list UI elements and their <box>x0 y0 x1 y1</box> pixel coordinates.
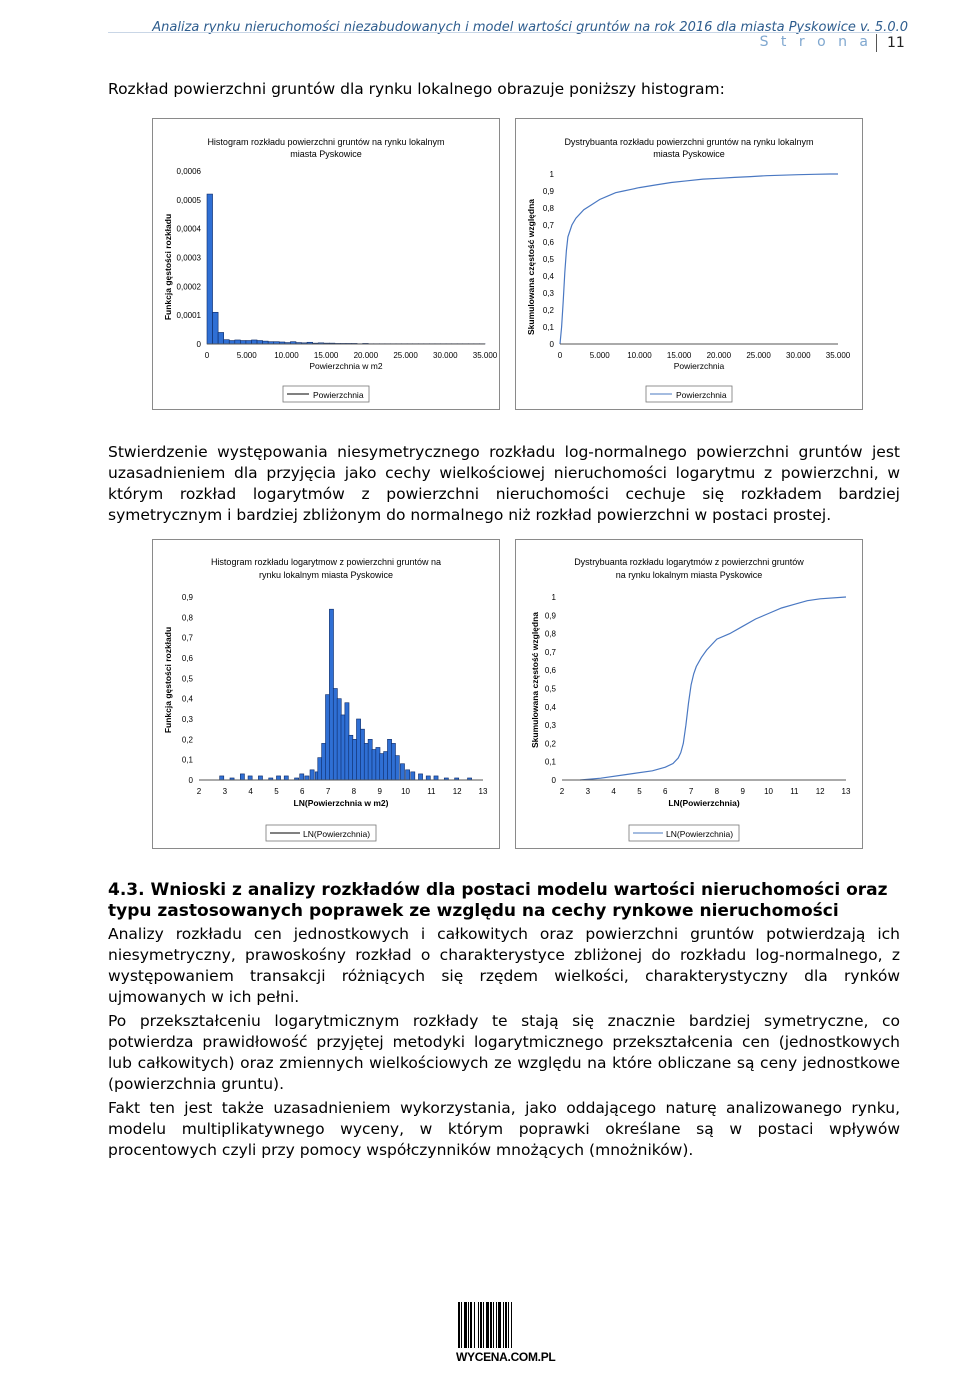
histogram-bar <box>333 689 337 781</box>
histogram-bar <box>229 341 235 344</box>
y-tick-label: 0,9 <box>544 611 556 621</box>
x-axis-label: Powierzchnia <box>673 361 725 371</box>
chart-title-line1: Histogram rozkładu powierzchni gruntów na rynku lokalnym <box>207 137 445 147</box>
histogram-bar <box>220 776 224 780</box>
histogram-bar <box>400 764 404 780</box>
y-ticks <box>545 593 557 785</box>
x-tick-label: 20.000 <box>706 351 732 360</box>
histogram-bar <box>376 747 380 780</box>
chart-title-line1: Dystrybuanta rozkładu logarytmów z powierzchni gruntów <box>574 557 804 567</box>
x-tick-label: 10.000 <box>627 351 652 360</box>
y-tick-label: 0,7 <box>544 647 556 657</box>
chart-title-line1: Dystrybuanta rozkładu powierzchni gruntów na rynku lokalnym <box>564 137 814 147</box>
y-ticks <box>177 167 202 349</box>
histogram-bar <box>349 735 353 780</box>
paragraph-4: Fakt ten jest także uzasadnieniem wykorzystania, jako oddającego naturę analizowanego rynku, modelu multiplikatywnego wyceny, w którym poprawki określane są w postaci wpływów procentowych czyli przy pomocy współczynników mnożących (mnożników). <box>108 1099 900 1159</box>
chart-title-line2: miasta Pyskowice <box>653 149 725 159</box>
x-tick-label: 3 <box>585 787 591 796</box>
y-tick-label: 0,5 <box>544 684 556 694</box>
x-ticks <box>558 351 851 360</box>
y-tick-label: 0,0006 <box>176 167 201 176</box>
histogram-bar <box>276 776 280 780</box>
y-tick-label: 0,3 <box>544 721 556 731</box>
histogram-bar <box>406 770 410 780</box>
barcode-bar <box>493 1302 494 1348</box>
barcode-bar <box>478 1302 479 1348</box>
x-tick-label: 10 <box>401 787 410 796</box>
chart-title-line1: Histogram rozkładu logarytmow z powierzchni gruntów na <box>210 557 442 567</box>
y-tick-label: 0,4 <box>542 272 554 281</box>
y-tick-label: 0,0003 <box>176 253 201 263</box>
histogram-bar <box>345 703 349 780</box>
y-tick-label: 0,8 <box>181 613 193 623</box>
y-tick-label: 0,6 <box>542 238 554 247</box>
y-tick-label: 0 <box>551 776 556 785</box>
y-tick-label: 0,5 <box>181 674 193 684</box>
x-tick-label: 7 <box>688 787 694 796</box>
x-tick-label: 5 <box>274 787 279 796</box>
histogram-bar <box>218 332 224 344</box>
histogram-bar <box>322 743 326 780</box>
x-tick-label: 4 <box>611 787 616 796</box>
x-tick-label: 11 <box>427 787 436 796</box>
histogram-bar <box>418 774 422 780</box>
chart-hist-area <box>152 118 500 410</box>
histogram-bar <box>411 772 415 780</box>
y-tick-label: 0,8 <box>542 204 554 213</box>
histogram-bar <box>207 194 213 344</box>
barcode-bar <box>464 1302 467 1348</box>
legend-label: Powierzchnia <box>313 390 364 400</box>
y-tick-label: 0,1 <box>542 323 554 332</box>
histogram-bar <box>337 699 341 780</box>
bars <box>220 609 472 780</box>
paragraph-2: Analizy rozkładu cen jednostkowych i całkowitych oraz powierzchni gruntów potwierdzają ich niesymetryczny, prawoskośny rozkład o charakterystyce zbliżonej do rozkładu log-normalnego, z występowaniem transakcji różniących się rzędem wielkości, charakterystyczny dla rynków ujmowanych w ich pełni. <box>108 925 900 1006</box>
cdf-line <box>580 597 846 780</box>
y-tick-label: 1 <box>549 170 554 179</box>
barcode-bar <box>468 1302 469 1348</box>
y-tick-label: 0,0004 <box>176 224 201 234</box>
x-tick-label: 12 <box>452 787 462 796</box>
histogram-bar <box>300 774 304 780</box>
histogram-bar <box>356 719 360 780</box>
barcode-bar <box>486 1302 489 1348</box>
histogram-bar <box>284 776 288 780</box>
x-tick-label: 10 <box>764 787 773 796</box>
histogram-bar <box>246 341 252 344</box>
x-tick-label: 5 <box>637 787 642 796</box>
histogram-bar <box>326 695 330 780</box>
x-tick-label: 12 <box>815 787 825 796</box>
legend-label: LN(Powierzchnia) <box>303 829 371 839</box>
y-tick-label: 0,7 <box>542 221 554 230</box>
x-tick-label: 8 <box>714 787 720 796</box>
y-tick-label: 0,2 <box>544 739 556 749</box>
y-ticks <box>543 170 555 349</box>
histogram-bar <box>305 776 309 780</box>
histogram-bar <box>310 770 314 780</box>
x-tick-label: 10.000 <box>274 351 299 360</box>
histogram-bar <box>251 340 257 344</box>
y-tick-label: 0,6 <box>181 654 193 663</box>
y-tick-label: 0,0001 <box>176 311 201 321</box>
y-tick-label: 0 <box>188 776 193 785</box>
barcode-bar <box>480 1302 482 1348</box>
x-tick-label: 9 <box>377 787 382 796</box>
chart-title-line2: na rynku lokalnym miasta Pyskowice <box>615 570 763 580</box>
footer-logo-text: WYCENA.COM.PL <box>456 1350 556 1364</box>
barcode-bar <box>474 1302 475 1348</box>
barcode-bar <box>511 1302 512 1348</box>
y-axis-label: Funkcja gęstości rozkładu <box>163 213 173 321</box>
x-tick-label: 35.000 <box>472 351 498 360</box>
y-tick-label: 0,4 <box>181 694 193 704</box>
x-tick-label: 30.000 <box>786 351 811 360</box>
chart-cdf-log-svg <box>516 540 862 848</box>
x-tick-label: 2 <box>196 787 202 796</box>
barcode-bar <box>498 1302 501 1348</box>
barcode-bar <box>496 1302 497 1348</box>
barcode-bar <box>503 1302 504 1348</box>
histogram-bar <box>341 715 345 780</box>
histogram-bar <box>380 754 384 780</box>
x-tick-label: 6 <box>663 787 668 796</box>
x-tick-label: 8 <box>351 787 357 796</box>
histogram-bar <box>364 743 368 780</box>
x-tick-label: 20.000 <box>353 351 379 360</box>
y-tick-label: 0,9 <box>181 593 193 602</box>
x-tick-label: 13 <box>841 787 851 796</box>
histogram-bar <box>235 340 241 344</box>
y-tick-label: 0,6 <box>544 666 556 676</box>
y-tick-label: 0,0002 <box>176 282 201 292</box>
y-tick-label: 0,4 <box>544 702 556 712</box>
x-ticks <box>560 787 851 796</box>
legend-label: LN(Powierzchnia) <box>666 829 734 839</box>
y-tick-label: 0 <box>196 340 201 349</box>
x-tick-label: 25.000 <box>746 351 771 360</box>
y-axis-label: Skumulowana częstość względna <box>530 611 540 749</box>
y-tick-label: 0,7 <box>181 633 193 643</box>
x-tick-label: 9 <box>740 787 745 796</box>
x-ticks <box>197 787 488 796</box>
barcode-bar <box>461 1302 462 1348</box>
chart-hist-log-svg <box>153 540 499 848</box>
histogram-bar <box>213 312 219 344</box>
histogram-bar <box>395 756 399 780</box>
barcode-bar <box>483 1302 484 1348</box>
x-tick-label: 6 <box>300 787 305 796</box>
y-tick-label: 0,1 <box>544 757 556 767</box>
barcode-bar <box>458 1302 460 1348</box>
header-title: Analiza rynku nieruchomości niezabudowanych i model wartości gruntów na rok 2016 dla miasta Pyskowice v. 5.0.0 <box>152 20 908 35</box>
x-tick-label: 15.000 <box>313 351 339 360</box>
x-tick-label: 5.000 <box>589 351 610 360</box>
x-tick-label: 0 <box>557 351 563 360</box>
chart-cdf-area-svg <box>516 119 862 409</box>
histogram-bar <box>258 776 262 780</box>
histogram-bar <box>318 758 322 780</box>
y-tick-label: 0,3 <box>542 289 554 298</box>
page-label: S t r o n a <box>759 34 872 50</box>
cdf-line <box>560 174 838 344</box>
barcode-bar <box>508 1302 509 1348</box>
x-axis-label: LN(Powierzchnia) <box>668 798 740 808</box>
histogram-bar <box>329 609 333 780</box>
bars <box>207 194 485 344</box>
y-tick-label: 0,0005 <box>176 195 201 205</box>
histogram-bar <box>353 739 357 780</box>
y-tick-label: 0,8 <box>544 629 556 639</box>
histogram-bar <box>240 341 246 344</box>
histogram-bar <box>426 776 430 780</box>
histogram-bar <box>360 729 364 780</box>
histogram-bar <box>384 752 388 780</box>
x-tick-label: 11 <box>790 787 799 796</box>
y-axis-label: Skumulowana częstość względna <box>526 198 536 336</box>
x-axis-label: LN(Powierzchnia w m2) <box>293 798 389 808</box>
chart-title-line2: rynku lokalnym miasta Pyskowice <box>258 570 394 580</box>
paragraph-3: Po przekształceniu logarytmicznym rozkłady te stają się znacznie bardziej symetryczne, co potwierdza prawidłowość przyjętej metodyki logarytmicznego przekształcenia cen (jednostkowych lub całkowitych) oraz zmiennych wielkościowych ze względu na które obliczane są ceny jednostkowe (powierzchnia gruntu). <box>108 1012 900 1093</box>
histogram-bar <box>257 341 263 344</box>
y-ticks <box>182 593 194 785</box>
y-tick-label: 0,2 <box>181 735 193 745</box>
barcode-bar <box>505 1302 507 1348</box>
y-tick-label: 0,2 <box>542 306 554 315</box>
chart-hist-log <box>152 539 500 849</box>
header-divider <box>108 32 892 33</box>
barcode-bar <box>490 1302 492 1348</box>
barcode-bar <box>470 1302 472 1348</box>
intro-text: Rozkład powierzchni gruntów dla rynku lokalnego obrazuje poniższy histogram: <box>108 80 725 98</box>
y-tick-label: 0,3 <box>181 715 193 724</box>
y-tick-label: 0,1 <box>181 755 193 765</box>
histogram-bar <box>387 739 391 780</box>
chart-cdf-log <box>515 539 863 849</box>
x-tick-label: 3 <box>222 787 228 796</box>
histogram-bar <box>434 776 438 780</box>
x-tick-label: 2 <box>559 787 565 796</box>
section-heading: 4.3. Wnioski z analizy rozkładów dla postaci modelu wartości nieruchomości oraz typu zastosowanych poprawek ze względu na cechy rynkowe nieruchomości <box>108 880 888 921</box>
histogram-bar <box>248 776 252 780</box>
x-tick-label: 4 <box>248 787 253 796</box>
chart-title-line2: miasta Pyskowice <box>290 149 362 159</box>
histogram-bar <box>368 739 372 780</box>
x-tick-label: 5.000 <box>236 351 257 360</box>
x-ticks <box>205 351 498 360</box>
chart-cdf-area <box>515 118 863 410</box>
x-tick-label: 25.000 <box>393 351 418 360</box>
histogram-bar <box>391 743 395 780</box>
page-number: 11 <box>876 34 905 52</box>
y-tick-label: 0,5 <box>542 255 554 264</box>
y-tick-label: 0,9 <box>542 187 554 196</box>
histogram-bar <box>224 340 230 344</box>
x-tick-label: 7 <box>325 787 331 796</box>
x-tick-label: 0 <box>204 351 210 360</box>
x-tick-label: 15.000 <box>666 351 692 360</box>
histogram-bar <box>372 750 376 781</box>
x-axis-label: Powierzchnia w m2 <box>309 361 383 371</box>
paragraph-1: Stwierdzenie występowania niesymetrycznego rozkładu log-normalnego powierzchni gruntów jest uzasadnieniem dla przyjęcia jako cechy wielkościowej nieruchomości logarytmu z powierzchni, w którym rozkład logarytmów z powierzchni nieruchomości cechuje się rozkładem bardziej symetrycznym i bardziej zbliżonym do normalnego niż rozkład powierzchni w postaci prostej. <box>108 443 900 524</box>
y-tick-label: 0 <box>549 340 554 349</box>
x-tick-label: 30.000 <box>433 351 458 360</box>
y-axis-label: Funkcja gęstości rozkładu <box>163 626 173 734</box>
y-tick-label: 1 <box>551 593 556 602</box>
chart-hist-area-svg <box>153 119 499 409</box>
x-tick-label: 13 <box>478 787 488 796</box>
legend-label: Powierzchnia <box>676 390 727 400</box>
histogram-bar <box>240 774 244 780</box>
x-tick-label: 35.000 <box>825 351 851 360</box>
